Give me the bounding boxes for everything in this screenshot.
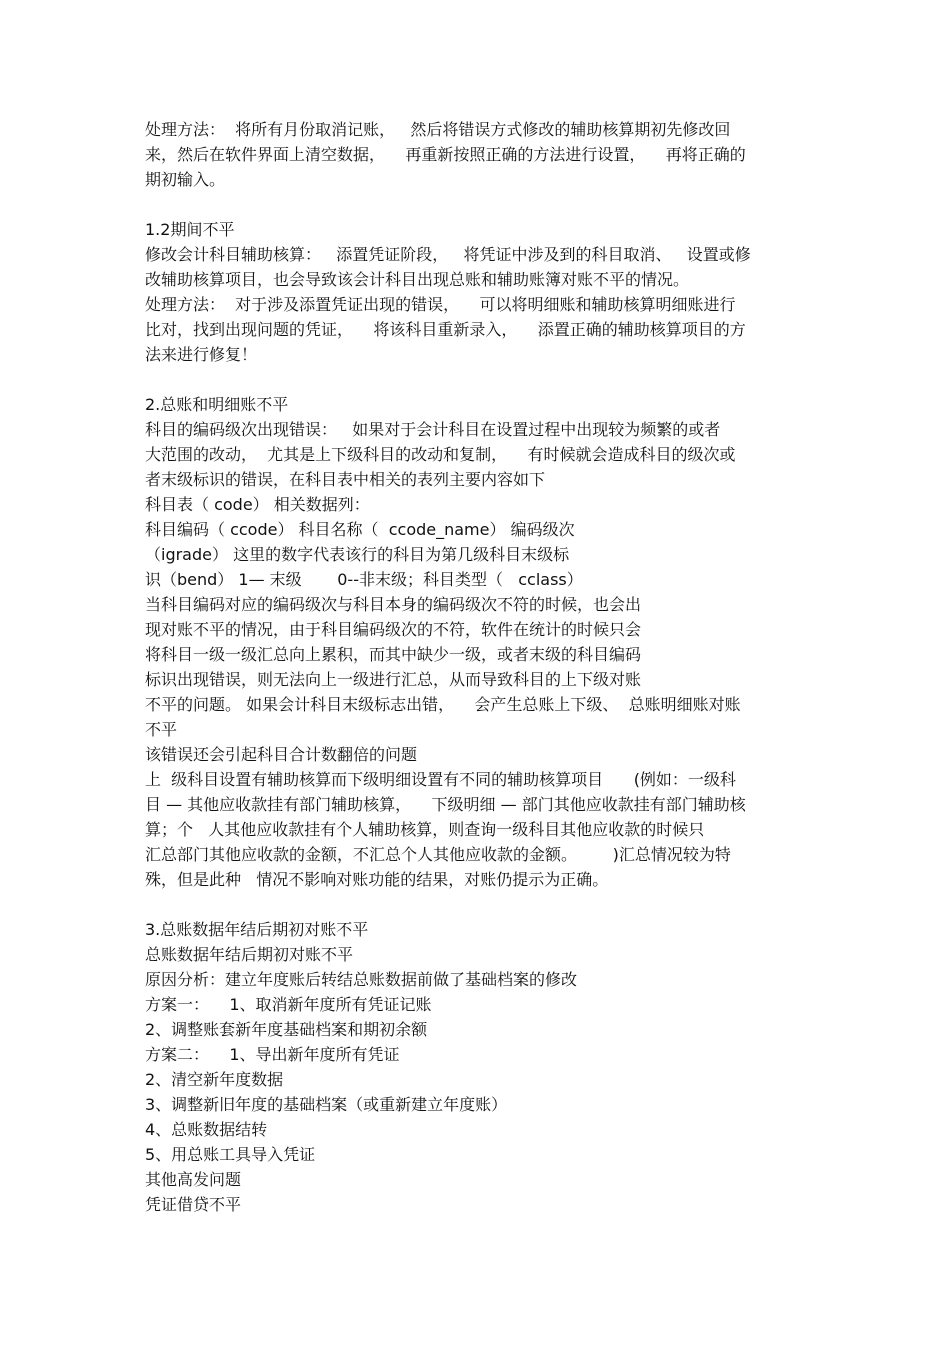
text-line: 识（bend） 1— 末级 0--非末级；科目类型（ cclass）: [145, 570, 583, 589]
text-line: 处理方法： 将所有月份取消记账， 然后将错误方式修改的辅助核算期初先修改回: [145, 120, 731, 139]
text-line: 算；个 人其他应收款挂有个人辅助核算，则查询一级科目其他应收款的时候只: [145, 820, 705, 839]
paragraph-gap: [145, 892, 810, 917]
text-line: 来，然后在软件界面上清空数据， 再重新按照正确的方法进行设置， 再将正确的: [145, 145, 746, 164]
text-line: 2、清空新年度数据: [145, 1070, 284, 1089]
document-body: [145, 117, 810, 1217]
text-section: [145, 392, 810, 892]
paragraph-gap: [145, 192, 810, 217]
text-line: 不平: [145, 720, 178, 739]
text-line: 者末级标识的错误，在科目表中相关的表列主要内容如下: [145, 470, 546, 489]
text-line: 原因分析：建立年度账后转结总账数据前做了基础档案的修改: [145, 970, 578, 989]
text-line: 该错误还会引起科目合计数翻倍的问题: [145, 745, 418, 764]
text-line: 方案二： 1、导出新年度所有凭证: [145, 1045, 400, 1064]
text-line: 法来进行修复！: [145, 345, 258, 364]
text-line: 上 级科目设置有辅助核算而下级明细设置有不同的辅助核算项目 (例如：一级科: [145, 770, 736, 789]
text-line: 5、用总账工具导入凭证: [145, 1145, 316, 1164]
text-line: 科目表（ code） 相关数据列：: [145, 495, 370, 514]
text-line: 当科目编码对应的编码级次与科目本身的编码级次不符的时候，也会出: [145, 595, 642, 614]
text-line: 汇总部门其他应收款的金额，不汇总个人其他应收款的金额。 )汇总情况较为特: [145, 845, 731, 864]
text-line: 修改会计科目辅助核算： 添置凭证阶段， 将凭证中涉及到的科目取消、 设置或修: [145, 245, 751, 264]
text-line: 处理方法： 对于涉及添置凭证出现的错误， 可以将明细账和辅助核算明细账进行: [145, 295, 736, 314]
text-line: 2.总账和明细账不平: [145, 395, 289, 414]
text-section: [145, 117, 810, 192]
text-line: 不平的问题。 如果会计科目末级标志出错， 会产生总账上下级、 总账明细账对账: [145, 695, 741, 714]
text-line: 标识出现错误，则无法向上一级进行汇总，从而导致科目的上下级对账: [145, 670, 642, 689]
text-line: 2、调整账套新年度基础档案和期初余额: [145, 1020, 428, 1039]
text-line: 改辅助核算项目，也会导致该会计科目出现总账和辅助账簿对账不平的情况。: [145, 270, 690, 289]
text-line: 现对账不平的情况，由于科目编码级次的不符，软件在统计的时候只会: [145, 620, 642, 639]
text-line: 科目编码（ ccode） 科目名称（ ccode_name） 编码级次: [145, 520, 575, 539]
text-line: 3.总账数据年结后期初对账不平: [145, 920, 369, 939]
text-line: 其他高发问题: [145, 1170, 242, 1189]
text-line: 殊，但是此种 情况不影响对账功能的结果，对账仍提示为正确。: [145, 870, 609, 889]
text-section: [145, 917, 810, 1217]
text-line: （igrade） 这里的数字代表该行的科目为第几级科目末级标: [145, 545, 570, 564]
text-section: [145, 217, 810, 367]
text-line: 科目的编码级次出现错误： 如果对于会计科目在设置过程中出现较为频繁的或者: [145, 420, 721, 439]
text-line: 将科目一级一级汇总向上累积，而其中缺少一级，或者末级的科目编码: [145, 645, 642, 664]
text-line: 4、总账数据结转: [145, 1120, 268, 1139]
text-line: 3、调整新旧年度的基础档案（或重新建立年度账）: [145, 1095, 508, 1114]
text-line: 方案一： 1、取消新年度所有凭证记账: [145, 995, 432, 1014]
text-line: 凭证借贷不平: [145, 1195, 242, 1214]
text-line: 大范围的改动， 尤其是上下级科目的改动和复制， 有时候就会造成科目的级次或: [145, 445, 736, 464]
text-line: 比对，找到出现问题的凭证， 将该科目重新录入， 添置正确的辅助核算项目的方: [145, 320, 746, 339]
text-line: 1.2期间不平: [145, 220, 235, 239]
paragraph-gap: [145, 367, 810, 392]
text-line: 期初输入。: [145, 170, 226, 189]
text-line: 目 — 其他应收款挂有部门辅助核算， 下级明细 — 部门其他应收款挂有部门辅助核: [145, 795, 746, 814]
text-line: 总账数据年结后期初对账不平: [145, 945, 354, 964]
